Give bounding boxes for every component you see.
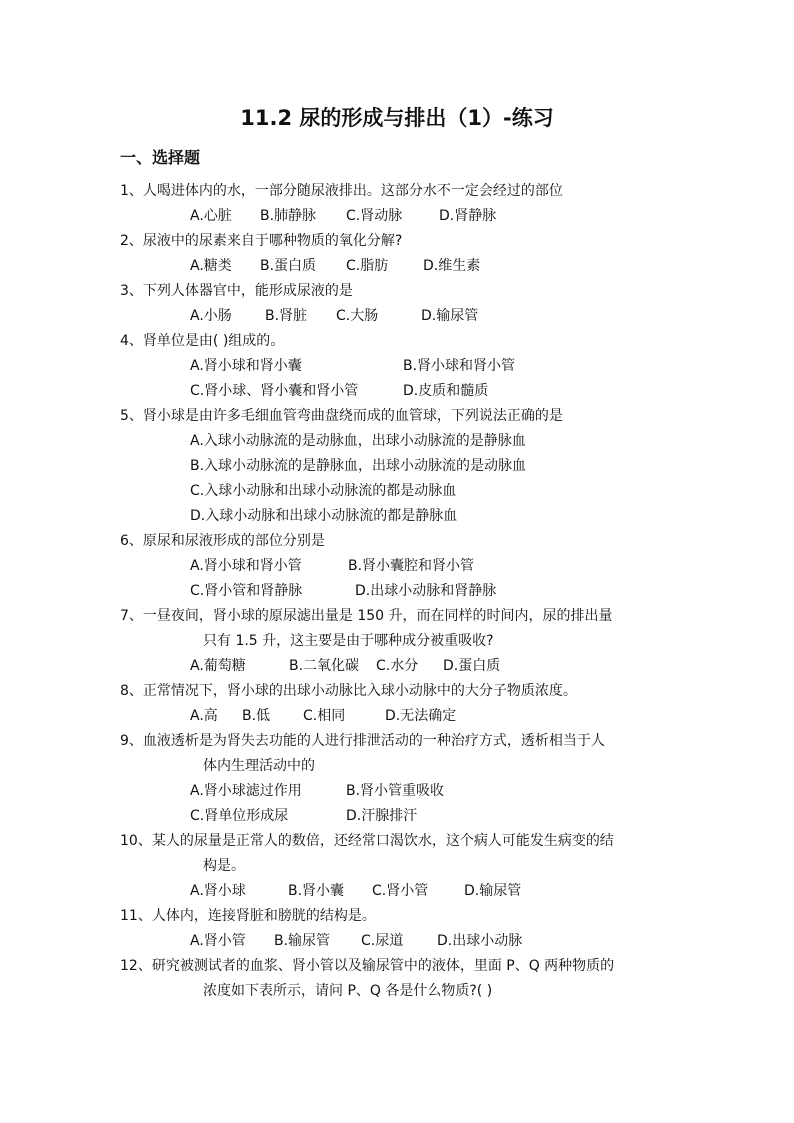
option-c: C.肾小管 xyxy=(372,883,429,899)
question-12-stem: 12、研究被测试者的血浆、肾小管以及输尿管中的液体，里面 P、Q 两种物质的 xyxy=(120,958,615,974)
option-c: C.入球小动脉和出球小动脉流的都是动脉血 xyxy=(190,483,457,499)
option-a: A.入球小动脉流的是动脉血，出球小动脉流的是静脉血 xyxy=(190,433,526,449)
option-a: A.肾小球 xyxy=(190,883,246,899)
question-9-options-row-1 xyxy=(190,781,444,801)
option-d: D.出球小动脉 xyxy=(437,933,523,949)
option-b: B.肺静脉 xyxy=(260,208,317,224)
option-d: D.无法确定 xyxy=(385,708,457,724)
option-c: C.肾动脉 xyxy=(346,208,403,224)
option-b: B.入球小动脉流的是静脉血，出球小动脉流的是动脉血 xyxy=(190,458,527,474)
option-a: A.小肠 xyxy=(190,308,232,324)
option-b: B.输尿管 xyxy=(274,933,331,949)
question-11-options xyxy=(190,931,522,951)
option-b: B.肾脏 xyxy=(265,308,308,324)
option-b: B.二氧化碳 xyxy=(289,658,360,674)
question-6-options-row-2 xyxy=(190,581,496,601)
question-10-stem: 10、某人的尿量是正常人的数倍，还经常口渴饮水，这个病人可能发生病变的结 xyxy=(120,833,614,849)
question-1-stem: 1、人喝进体内的水，一部分随尿液排出。这部分水不一定会经过的部位 xyxy=(120,183,563,199)
option-c: C.肾单位形成尿 xyxy=(190,808,289,824)
option-b: B.蛋白质 xyxy=(260,258,317,274)
question-5-stem: 5、肾小球是由许多毛细血管弯曲盘绕而成的血管球，下列说法正确的是 xyxy=(120,408,563,424)
option-b: B.肾小管重吸收 xyxy=(346,783,445,799)
page-title: 11.2 尿的形成与排出（1）-练习 xyxy=(240,106,554,130)
question-9-stem-continued: 体内生理活动中的 xyxy=(203,758,315,774)
question-3-stem: 3、下列人体器官中，能形成尿液的是 xyxy=(120,283,353,299)
option-b: B.低 xyxy=(242,708,271,724)
question-8-options xyxy=(190,706,456,726)
option-a: A.肾小球和肾小囊 xyxy=(190,358,302,374)
question-9-stem: 9、血液透析是为肾失去功能的人进行排泄活动的一种治疗方式，透析相当于人 xyxy=(120,733,605,749)
option-b: B.肾小囊 xyxy=(288,883,345,899)
option-a: A.肾小管 xyxy=(190,933,246,949)
question-10-options xyxy=(190,881,521,901)
question-12-stem-continued: 浓度如下表所示，请问 P、Q 各是什么物质?( ) xyxy=(203,983,493,999)
option-a: A.葡萄糖 xyxy=(190,658,246,674)
option-c: C.大肠 xyxy=(336,308,379,324)
question-3-options xyxy=(190,306,478,326)
question-7-stem-continued: 只有 1.5 升，这主要是由于哪种成分被重吸收? xyxy=(203,633,494,649)
option-c: C.肾小管和肾静脉 xyxy=(190,583,303,599)
option-a: A.高 xyxy=(190,708,218,724)
option-a: A.心脏 xyxy=(190,208,232,224)
option-a: A.糖类 xyxy=(190,258,232,274)
section-heading: 一、选择题 xyxy=(120,148,201,167)
option-a: A.肾小球和肾小管 xyxy=(190,558,302,574)
question-6-stem: 6、原尿和尿液形成的部位分别是 xyxy=(120,533,325,549)
option-b: B.肾小球和肾小管 xyxy=(403,358,516,374)
option-d: D.输尿管 xyxy=(464,883,522,899)
option-b: B.肾小囊腔和肾小管 xyxy=(348,558,475,574)
question-7-stem: 7、一昼夜间，肾小球的原尿滤出量是 150 升，而在同样的时间内，尿的排出量 xyxy=(120,608,613,624)
option-d: D.肾静脉 xyxy=(439,208,497,224)
question-10-stem-continued: 构是。 xyxy=(203,858,245,874)
option-c: C.脂肪 xyxy=(346,258,389,274)
question-2-stem: 2、尿液中的尿素来自于哪种物质的氧化分解? xyxy=(120,233,403,249)
option-c: C.肾小球、肾小囊和肾小管 xyxy=(190,383,359,399)
question-11-stem: 11、人体内，连接肾脏和膀胱的结构是。 xyxy=(120,908,376,924)
question-2-options xyxy=(190,256,480,276)
question-1-options xyxy=(190,206,496,226)
option-c: C.尿道 xyxy=(361,933,404,949)
option-d: D.输尿管 xyxy=(421,308,479,324)
option-d: D.汗腺排汗 xyxy=(346,808,418,824)
question-4-stem: 4、肾单位是由( )组成的。 xyxy=(120,333,285,349)
question-8-stem: 8、正常情况下，肾小球的出球小动脉比入球小动脉中的大分子物质浓度。 xyxy=(120,683,577,699)
option-c: C.水分 xyxy=(376,658,419,674)
option-a: A.肾小球滤过作用 xyxy=(190,783,302,799)
question-9-options-row-2 xyxy=(190,806,417,826)
question-4-options-row-1 xyxy=(190,356,515,376)
option-d: D.入球小动脉和出球小动脉流的都是静脉血 xyxy=(190,508,458,524)
option-d: D.皮质和髓质 xyxy=(403,383,489,399)
question-6-options-row-1 xyxy=(190,556,474,576)
question-4-options-row-2 xyxy=(190,381,488,401)
option-d: D.蛋白质 xyxy=(443,658,501,674)
option-d: D.维生素 xyxy=(423,258,481,274)
question-7-options xyxy=(190,656,500,676)
option-c: C.相同 xyxy=(303,708,346,724)
option-d: D.出球小动脉和肾静脉 xyxy=(355,583,497,599)
